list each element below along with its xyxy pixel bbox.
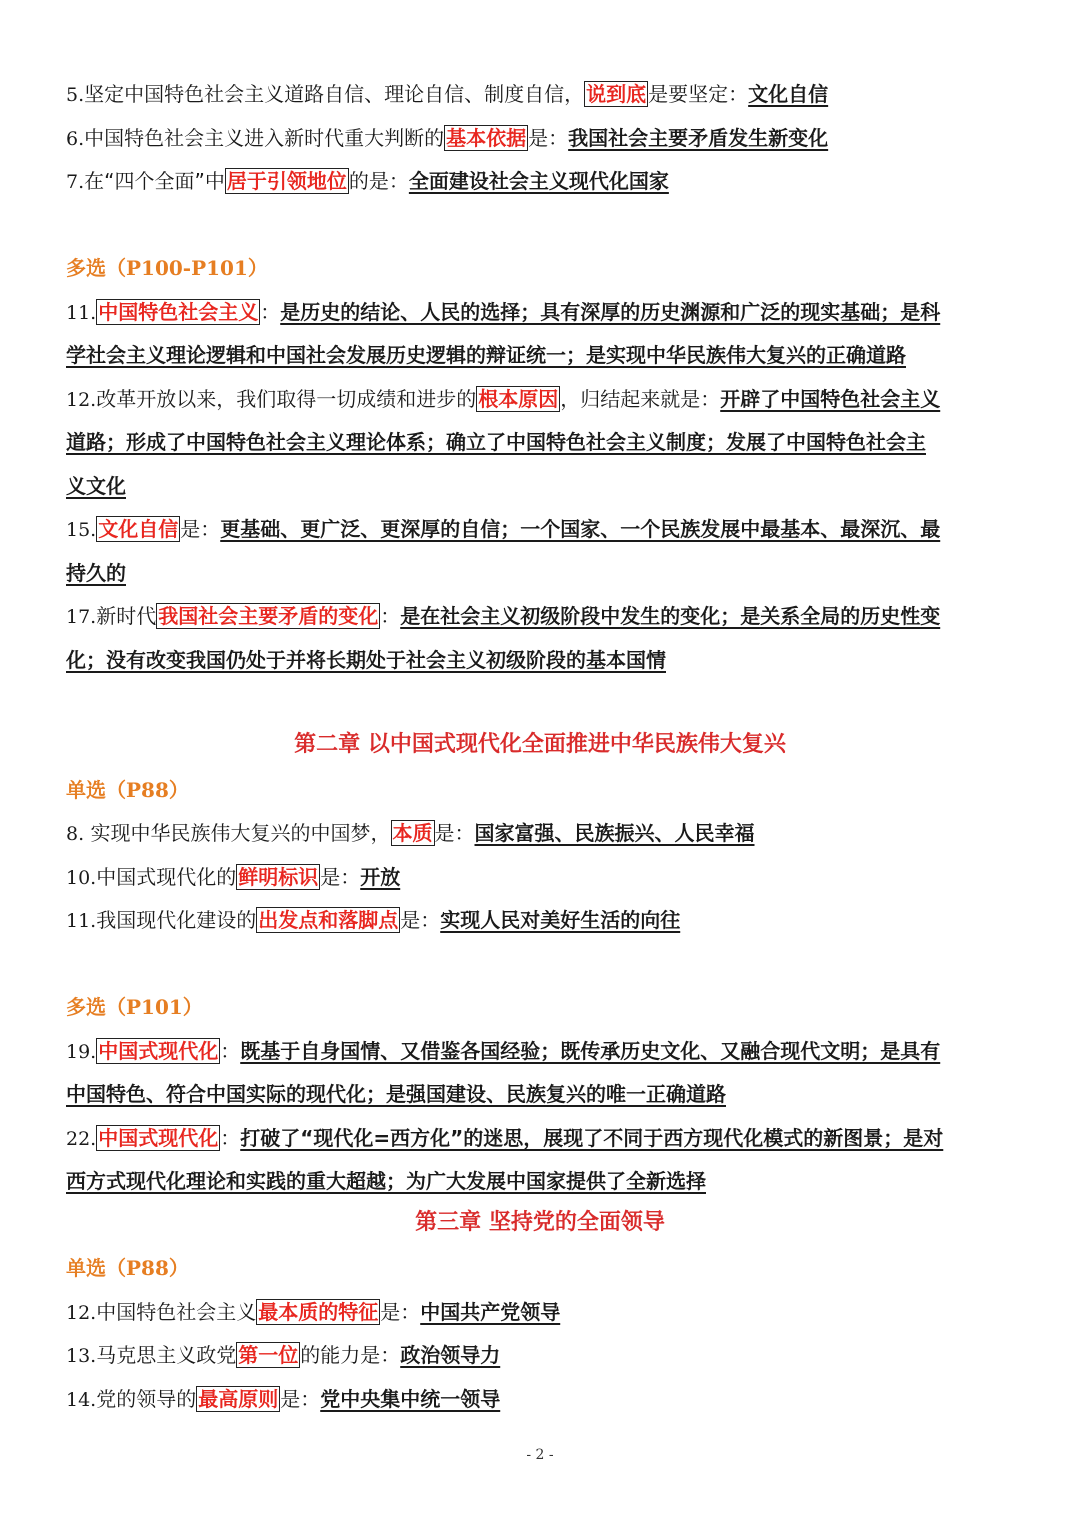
item-text: 是：: [434, 821, 475, 845]
keyword-box: 最本质的特征: [258, 1300, 379, 1324]
answer-text: 我国社会主要矛盾发生新变化: [568, 126, 829, 150]
item-22-cont: [66, 1166, 1016, 1196]
item-text: ：: [220, 1039, 241, 1063]
answer-text: 更基础、更广泛、更深厚的自信；一个国家、一个民族发展中最基本、最深沉、最: [220, 517, 941, 541]
answer-text: 开放: [360, 865, 401, 889]
section-label: 单选: [66, 1256, 106, 1280]
item-text: 新时代: [96, 604, 157, 628]
answer-text: 既基于自身国情、又借鉴各国经验；既传承历史文化、又融合现代文明；是具有: [240, 1039, 941, 1063]
item-number: 19.: [66, 1041, 97, 1063]
item-number: 5.: [66, 84, 85, 106]
answer-text: 政治领导力: [400, 1343, 501, 1367]
item-text: 是：: [380, 1300, 421, 1324]
item-text: ：: [220, 1126, 241, 1150]
item-text: 是：: [400, 908, 441, 932]
item-11-cont: [66, 340, 1016, 370]
item-12-cont2: [66, 471, 1016, 501]
answer-text: 是历史的结论、人民的选择；具有深厚的历史渊源和广泛的现实基础；是科: [280, 300, 941, 324]
keyword-box: 鲜明标识: [238, 865, 319, 889]
keyword-box: 出发点和落脚点: [258, 908, 399, 932]
section-pages: （P88）: [106, 778, 189, 802]
answer-text: 中国特色、符合中国实际的现代化；是强国建设、民族复兴的唯一正确道路: [66, 1082, 726, 1106]
item-11b: [66, 905, 1016, 936]
answer-text: 文化自信: [748, 82, 829, 106]
answer-text: 西方式现代化理论和实践的重大超越；为广大发展中国家提供了全新选择: [66, 1169, 706, 1193]
keyword-box: 基本依据: [446, 126, 527, 150]
item-12-cont: [66, 427, 1016, 457]
item-text: 是：: [180, 517, 221, 541]
item-14: [66, 1384, 1016, 1415]
item-number: 15.: [66, 519, 97, 541]
item-8: [66, 818, 1016, 849]
section-heading-single-3: [66, 1253, 189, 1283]
answer-text: 开辟了中国特色社会主义: [720, 387, 941, 411]
item-text: ：: [380, 604, 401, 628]
answer-text: 道路；形成了中国特色社会主义理论体系；确立了中国特色社会主义制度；发展了中国特色社会主: [66, 430, 926, 454]
item-text: ，归结起来就是：: [560, 387, 721, 411]
chapter-2-title: 第二章 以中国式现代化全面推进中华民族伟大复兴: [294, 732, 786, 757]
item-number: 8.: [66, 823, 85, 845]
section-pages: （P88）: [106, 1256, 189, 1280]
item-number: 11.: [66, 302, 97, 324]
keyword-box: 本质: [392, 821, 433, 845]
item-text: 我国现代化建设的: [96, 908, 257, 932]
item-text: 改革开放以来，我们取得一切成绩和进步的: [96, 387, 477, 411]
item-text: 是要坚定：: [648, 82, 749, 106]
item-12: [66, 384, 1016, 415]
item-text: 是：: [528, 126, 569, 150]
answer-text: 打破了“现代化=西方化”的迷思，展现了不同于西方现代化模式的新图景；是对: [240, 1126, 944, 1150]
item-number: 22.: [66, 1128, 97, 1150]
item-number: 11.: [66, 910, 97, 932]
answer-text: 学社会主义理论逻辑和中国社会发展历史逻辑的辩证统一；是实现中华民族伟大复兴的正确道路: [66, 343, 906, 367]
section-label: 多选: [66, 995, 106, 1019]
item-19-cont: [66, 1079, 1016, 1109]
keyword-box: 说到底: [586, 82, 647, 106]
answer-text: 持久的: [66, 561, 126, 585]
section-pages: （P100-P101）: [106, 256, 268, 280]
item-number: 17.: [66, 606, 97, 628]
chapter-3-title: 第三章 坚持党的全面领导: [415, 1210, 665, 1235]
item-number: 7.: [66, 171, 85, 193]
answer-text: 党中央集中统一领导: [320, 1387, 501, 1411]
item-text: 的能力是：: [300, 1343, 401, 1367]
item-15-cont: [66, 558, 1016, 588]
item-6: [66, 123, 1016, 154]
item-number: 10.: [66, 867, 97, 889]
item-17-cont: [66, 645, 1016, 675]
keyword-box: 我国社会主要矛盾的变化: [158, 604, 379, 628]
item-10: [66, 862, 1016, 893]
item-number: 12.: [66, 389, 97, 411]
item-number: 14.: [66, 1389, 97, 1411]
item-15: [66, 514, 1016, 545]
item-7: [66, 166, 1016, 197]
keyword-box: 居于引领地位: [226, 169, 347, 193]
keyword-box: 文化自信: [98, 517, 179, 541]
keyword-box: 第一位: [238, 1343, 299, 1367]
answer-text: 义文化: [66, 474, 126, 498]
keyword-box: 最高原则: [198, 1387, 279, 1411]
keyword-box: 中国特色社会主义: [98, 300, 259, 324]
answer-text: 全面建设社会主义现代化国家: [408, 169, 669, 193]
answer-text: 是在社会主义初级阶段中发生的变化；是关系全局的历史性变: [400, 604, 941, 628]
section-heading-multi-2: [66, 992, 203, 1022]
item-text: ：: [260, 300, 281, 324]
item-text: 在“四个全面”中: [84, 169, 225, 193]
item-text: 是：: [320, 865, 361, 889]
section-heading-single: [66, 775, 189, 805]
item-22: [66, 1123, 1016, 1154]
item-text: 中国特色社会主义进入新时代重大判断的: [84, 126, 445, 150]
item-17: [66, 601, 1016, 632]
item-text: 坚定中国特色社会主义道路自信、理论自信、制度自信，: [84, 82, 585, 106]
section-label: 单选: [66, 778, 106, 802]
section-pages: （P101）: [106, 995, 203, 1019]
item-text: 中国式现代化的: [96, 865, 237, 889]
section-heading-multi: [66, 253, 268, 283]
keyword-box: 中国式现代化: [98, 1126, 219, 1150]
item-text: 实现中华民族伟大复兴的中国梦，: [84, 821, 391, 845]
item-number: 6.: [66, 128, 85, 150]
item-text: 马克思主义政党: [96, 1343, 237, 1367]
item-number: 13.: [66, 1345, 97, 1367]
page-number: - 2 -: [526, 1447, 554, 1463]
item-text: 党的领导的: [96, 1387, 197, 1411]
answer-text: 实现人民对美好生活的向往: [440, 908, 681, 932]
item-text: 的是：: [348, 169, 409, 193]
item-19: [66, 1036, 1016, 1067]
item-12b: [66, 1297, 1016, 1328]
item-text: 中国特色社会主义: [96, 1300, 257, 1324]
item-13: [66, 1340, 1016, 1371]
item-number: 12.: [66, 1302, 97, 1324]
answer-text: 化；没有改变我国仍处于并将长期处于社会主义初级阶段的基本国情: [66, 648, 666, 672]
section-label: 多选: [66, 256, 106, 280]
answer-text: 中国共产党领导: [420, 1300, 561, 1324]
item-text: 是：: [280, 1387, 321, 1411]
keyword-box: 根本原因: [478, 387, 559, 411]
answer-text: 国家富强、民族振兴、人民幸福: [474, 821, 755, 845]
keyword-box: 中国式现代化: [98, 1039, 219, 1063]
item-5: [66, 79, 1016, 110]
item-11: [66, 297, 1016, 328]
